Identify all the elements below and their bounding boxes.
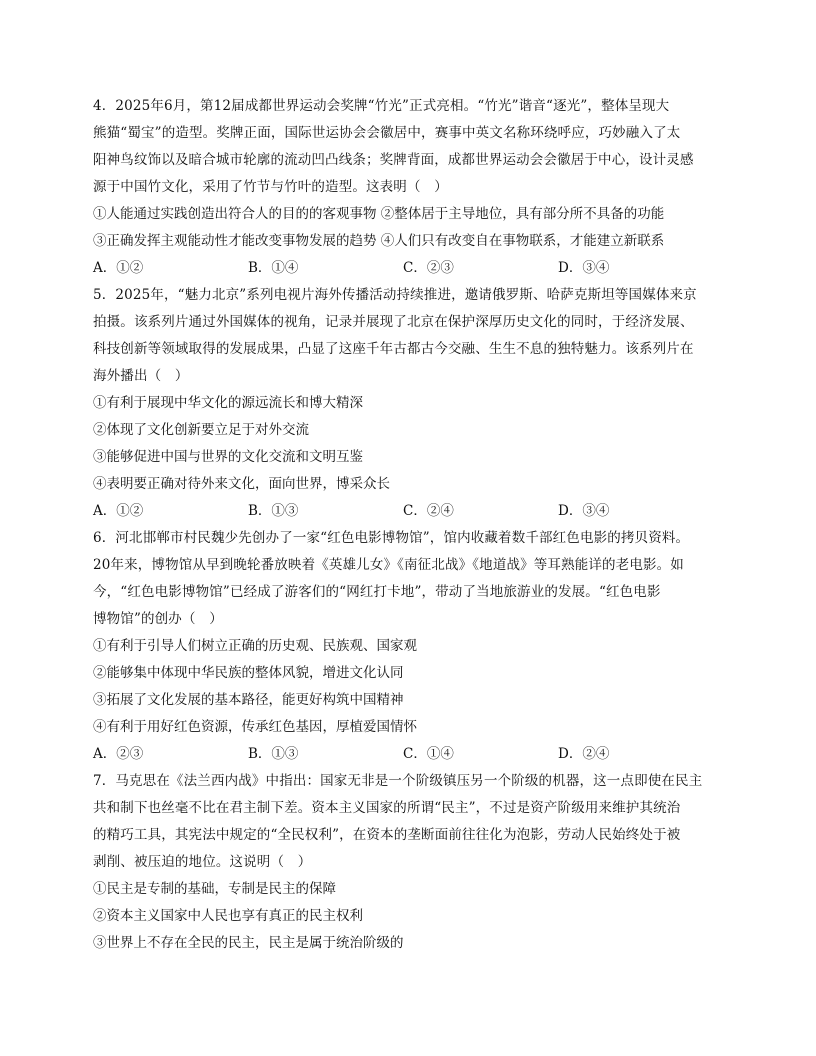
question-stem-line: 4．2025年6月，第12届成都世界运动会奖牌“竹光”正式亮相。“竹光”谐音“逐光”，整体呈现大	[93, 98, 670, 114]
option-b: B．①③	[248, 503, 299, 519]
question-stem-line: 阳神鸟纹饰以及暗合城市轮廓的流动凹凸线条；奖牌背面，成都世界运动会会徽居于中心，设计灵感	[93, 152, 694, 168]
options-row	[93, 741, 725, 768]
option-d: D．②④	[558, 746, 610, 762]
statement: ④表明要正确对待外来文化，面向世界，博采众长	[93, 476, 390, 492]
question-stem-line: 的精巧工具，其宪法中规定的“全民权利”，在资本的垄断面前往往化为泡影，劳动人民始终处于被	[93, 827, 681, 843]
statement: ③能够促进中国与世界的文化交流和文明互鉴	[93, 449, 363, 465]
question-stem-line: 7．马克思在《法兰西内战》中指出：国家无非是一个阶级镇压另一个阶级的机器，这一点即使在民主	[93, 773, 703, 789]
question-stem-line: 拍摄。该系列片通过外国媒体的视角，记录并展现了北京在保护深厚历史文化的同时，于经济发展、	[93, 314, 694, 330]
exam-page	[93, 93, 725, 957]
question-stem-line: 5．2025年，“魅力北京”系列电视片海外传播活动持续推进，邀请俄罗斯、哈萨克斯坦等国媒体来京	[93, 287, 697, 303]
option-b: B．①④	[248, 260, 299, 276]
options-row	[93, 255, 725, 282]
question-stem-line: 博物馆”的创办（ ）	[93, 611, 223, 627]
option-b: B．①③	[248, 746, 299, 762]
statement: ④有利于用好红色资源，传承红色基因，厚植爱国情怀	[93, 719, 417, 735]
question-stem-line: 剥削、被压迫的地位。这说明（ ）	[93, 854, 312, 870]
statement: ③正确发挥主观能动性才能改变事物发展的趋势 ④人们只有改变自在事物联系，才能建立新联系	[93, 233, 665, 249]
question-stem-line: 科技创新等领域取得的发展成果，凸显了这座千年古都古今交融、生生不息的独特魅力。该系列片在	[93, 341, 694, 357]
question-stem-line: 6．河北邯郸市村民魏少先创办了一家“红色电影博物馆”，馆内收藏着数千部红色电影的拷贝资料。	[93, 530, 690, 546]
question-stem-line: 20年来，博物馆从早到晚轮番放映着《英雄儿女》《南征北战》《地道战》等耳熟能详的老电影。如	[93, 557, 684, 573]
statement: ③拓展了文化发展的基本路径，能更好构筑中国精神	[93, 692, 404, 708]
options-row	[93, 498, 725, 525]
statement: ①有利于引导人们树立正确的历史观、民族观、国家观	[93, 638, 417, 654]
question-stem-line: 海外播出（ ）	[93, 368, 189, 384]
statement: ③世界上不存在全民的民主，民主是属于统治阶级的	[93, 935, 404, 951]
statement: ①有利于展现中华文化的源远流长和博大精深	[93, 395, 363, 411]
option-c: C．②③	[403, 260, 454, 276]
question-7	[93, 768, 725, 957]
statement: ②体现了文化创新要立足于对外交流	[93, 422, 309, 438]
question-stem-line: 熊猫“蜀宝”的造型。奖牌正面，国际世运协会会徽居中，赛事中英文名称环绕呼应，巧妙融入了太	[93, 125, 681, 141]
option-a: A．①②	[93, 503, 144, 519]
statement: ①人能通过实践创造出符合人的目的的客观事物 ②整体居于主导地位，具有部分所不具备的功能	[93, 206, 665, 222]
option-d: D．③④	[558, 260, 610, 276]
question-stem-line: 源于中国竹文化，采用了竹节与竹叶的造型。这表明（ ）	[93, 179, 448, 195]
question-6	[93, 525, 725, 768]
option-a: A．②③	[93, 746, 144, 762]
question-4	[93, 93, 725, 282]
option-c: C．②④	[403, 503, 454, 519]
option-a: A．①②	[93, 260, 144, 276]
option-d: D．③④	[558, 503, 610, 519]
statement: ②资本主义国家中人民也享有真正的民主权利	[93, 908, 363, 924]
question-stem-line: 今，“红色电影博物馆”已经成了游客们的“网红打卡地”，带动了当地旅游业的发展。“红色电影	[93, 584, 661, 600]
question-5	[93, 282, 725, 525]
statement: ①民主是专制的基础，专制是民主的保障	[93, 881, 336, 897]
question-stem-line: 共和制下也丝毫不比在君主制下差。资本主义国家的所谓“民主”，不过是资产阶级用来维护其统治	[93, 800, 681, 816]
option-c: C．①④	[403, 746, 454, 762]
statement: ②能够集中体现中华民族的整体风貌，增进文化认同	[93, 665, 404, 681]
